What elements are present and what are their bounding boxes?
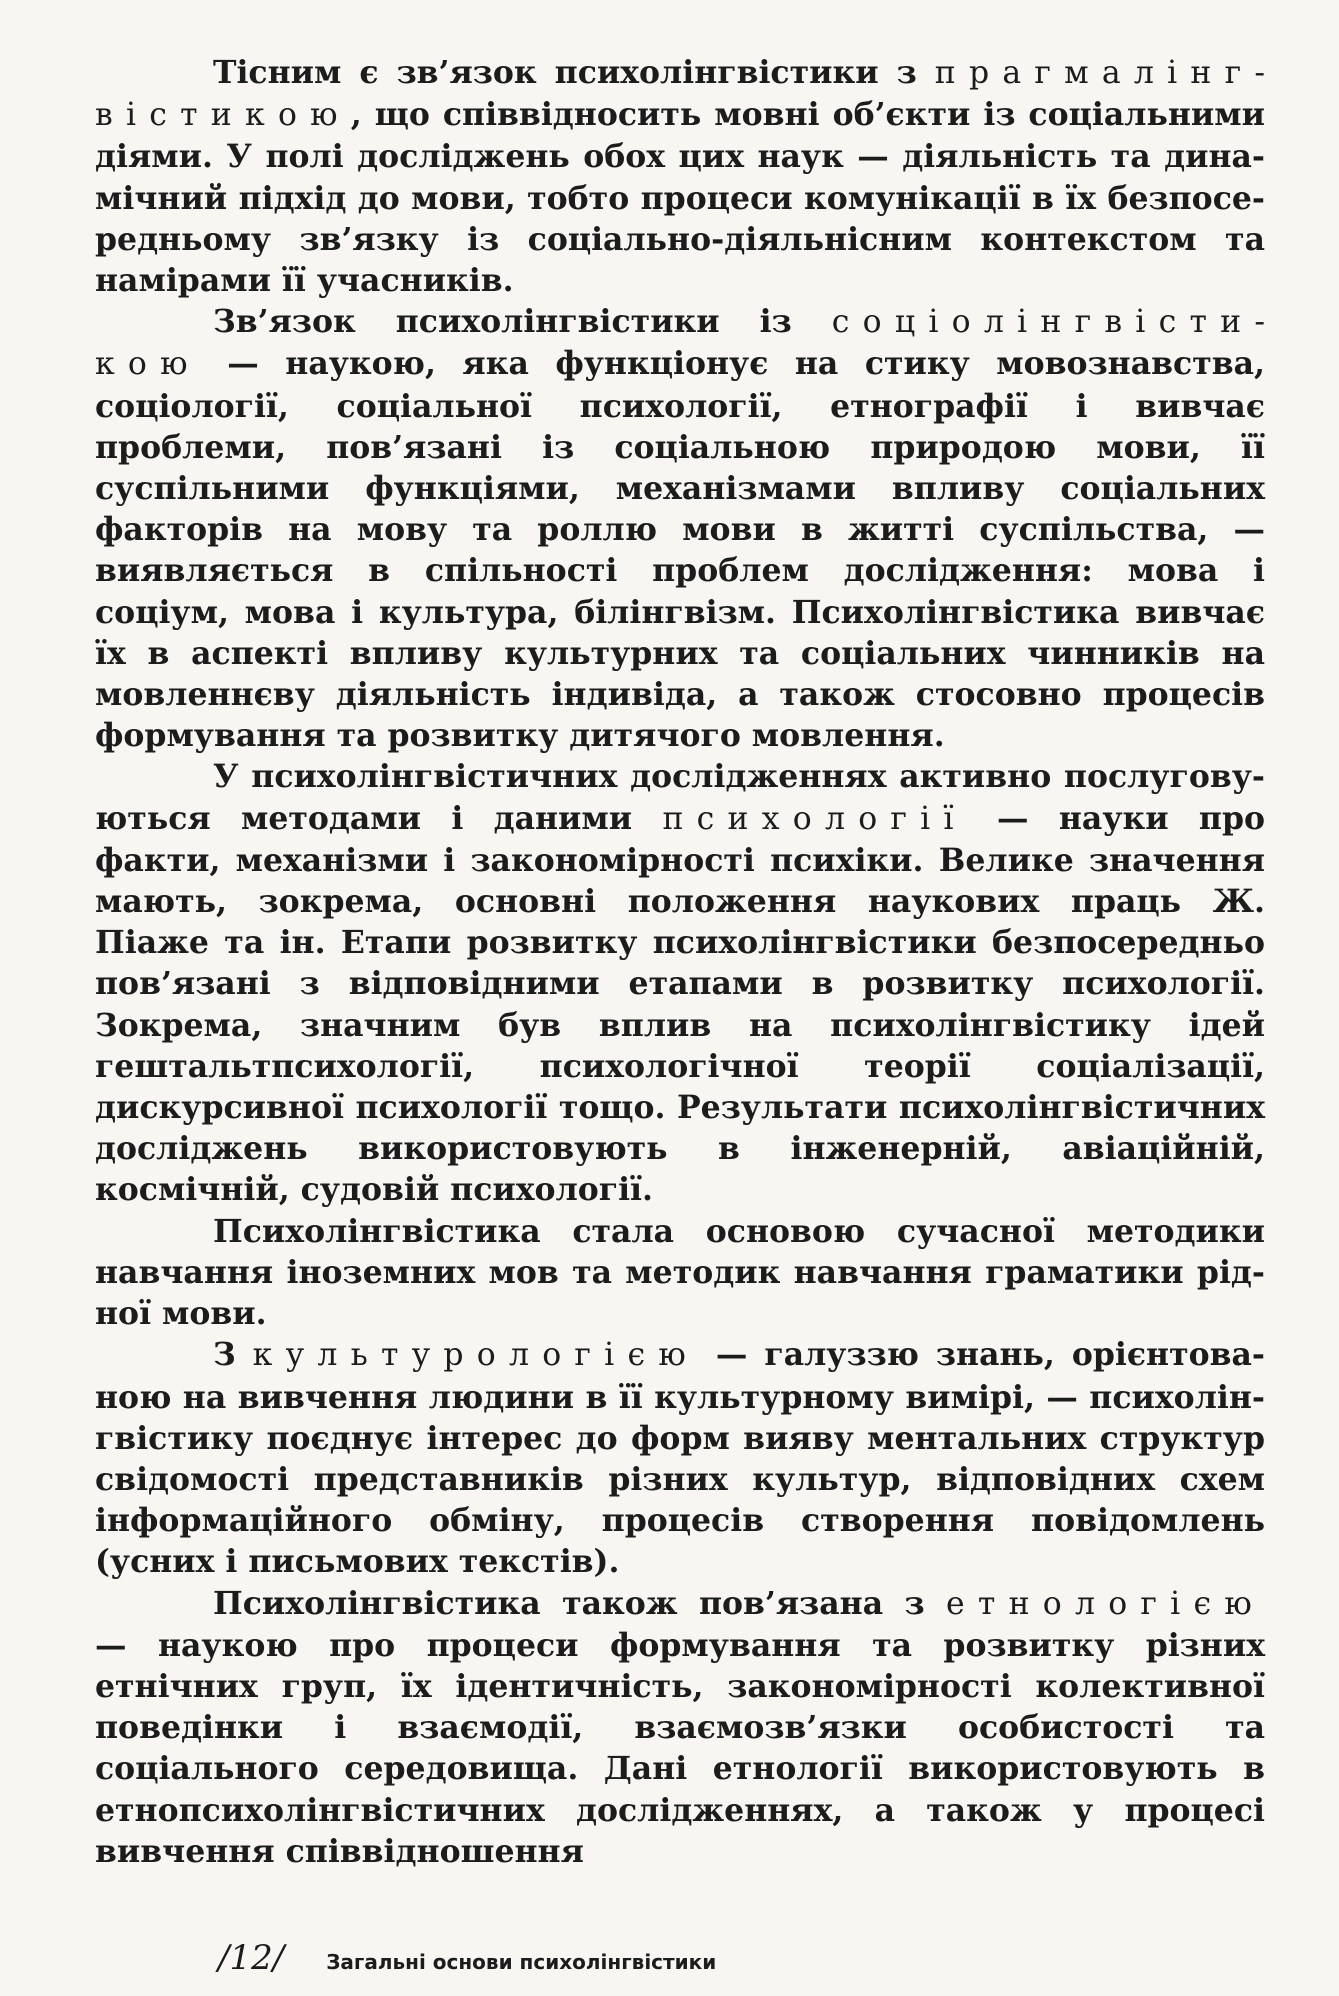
paragraph-text: У психолінгвістичних дослідженнях активно послуговуються методами і даними <box>95 758 1265 837</box>
paragraph-text: З <box>213 1336 253 1374</box>
paragraph-text: — наукою, яка функціонує на стику мовознавства, соціології, соціальної психології, етнографії і вивчає проблеми, пов’язані із соціальною природою мови, її суспільними функціями, механізмами впливу соціальних факторів на мову та роллю мови в житті суспільства, — виявляється в спільності проблем дослідження: мова і соціум, мова і культура, білінгвізм. Психолінгвістика вивчає їх в аспекті впливу культурних та соціальних чинників на мовленнєву діяльність індивіда, а також стосовно процесів формування та розвитку дитячого мовлення. <box>95 345 1265 755</box>
page-body <box>95 52 1265 1872</box>
paragraph-text: , що співвідносить мовні об’єкти із соціальними діями. У полі досліджень обох цих наук — діяльність та динамічний підхід до мови, тобто процеси комунікації в їх безпосередньому зв’язку із соціально-діяльнісним контекстом та намірами її учасників. <box>95 96 1265 300</box>
term-ethnology: етнологією <box>946 1585 1265 1622</box>
paragraph-sociolinguistics <box>95 301 1265 756</box>
paragraph-pragmalinguistics <box>95 52 1265 301</box>
paragraph-text: — науки про факти, механізми і закономірності психіки. Велике значення мають, зокрема, основні положення наукових праць Ж. Піаже та ін. Етапи розвитку психолінгвістики безпосередньо пов’язані з відповідними етапами в розвитку психології. Зокрема, значним був вплив на психолінгвістику ідей гештальтпсихології, психологічної теорії соціалізації, дискурсивної психології тощо. Результати психолінгвістичних досліджень використовують в інженерній, авіаційній, космічній, судовій психології. <box>95 799 1265 1209</box>
paragraph-ethnology <box>95 1583 1265 1872</box>
paragraph-culturology <box>95 1334 1265 1582</box>
paragraph-text: — галуззю знань, орієнтованою на вивчення людини в її культурному вимірі, — психолінгвістику поєднує інтерес до форм вияву ментальних структур свідомості представників різних культур, відповідних схем інформаційного обміну, процесів створення повідомлень (усних і письмових текстів). <box>95 1336 1265 1581</box>
term-pragmalinguistics: прагмалінгвістикою <box>95 55 1265 134</box>
paragraph-text: Тісним є зв’язок психолінгвістики з <box>213 54 935 91</box>
paragraph-text: Зв’язок психолінгвістики із <box>213 303 832 341</box>
term-culturology: культурологією <box>252 1337 699 1374</box>
term-psychology: психології <box>662 800 967 837</box>
paragraph-methodology <box>95 1211 1265 1335</box>
paragraph-text: Психолінгвістика також пов’язана з <box>213 1584 947 1622</box>
paragraph-text: — наукою про процеси формування та розвитку різних етнічних груп, їх ідентичність, закономірності колективної поведінки і взаємодії, взаємозв’язки особистості та соціального середовища. Дані етнології використовують в етнопсихолінгвістичних дослідженнях, а також у процесі вивчення співвідношення <box>95 1626 1265 1870</box>
page-footer <box>218 1938 716 1988</box>
paragraph-psychology <box>95 756 1265 1210</box>
page-number: /12/ <box>218 1938 285 1978</box>
term-sociolinguistics: соціолінгвістикою <box>95 304 1265 383</box>
running-title: Загальні основи психолінгвістики <box>326 1950 717 1974</box>
paragraph-text: Психолінгвістика стала основою сучасної методики навчання іноземних мов та методик навчання граматики рідної мови. <box>95 1212 1265 1333</box>
